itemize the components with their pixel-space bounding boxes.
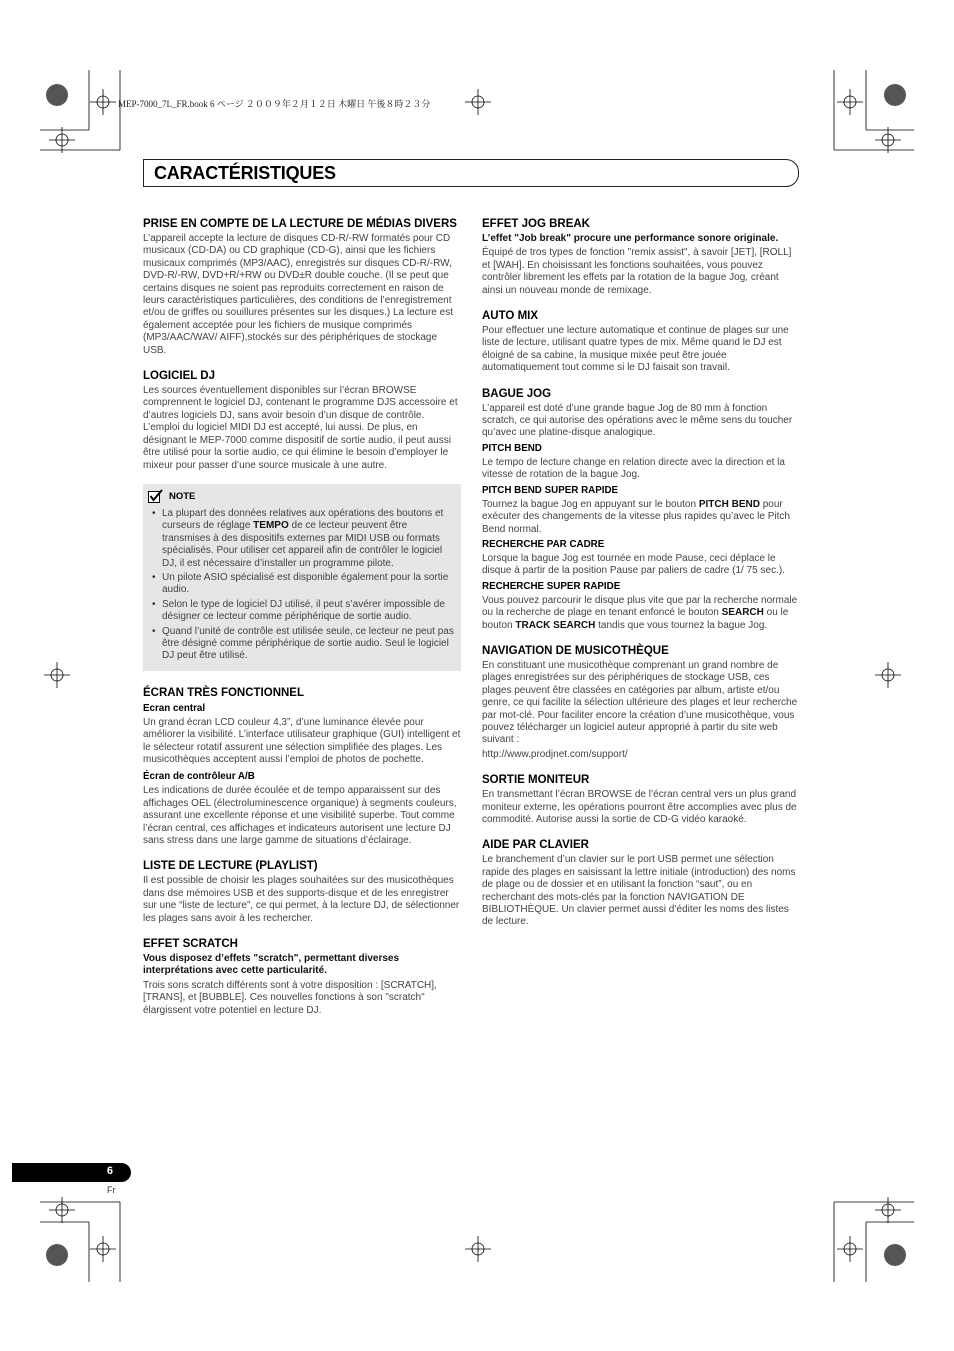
section-body: Vous pouvez parcourir le disque plus vite que par la recherche normale ou la recherche de plage en tenant enfoncé le bouton SEARCH ou le bouton TRACK SEARCH tandis que vous tournez la bague Jog. bbox=[482, 594, 798, 631]
note-label: NOTE bbox=[169, 490, 196, 502]
note-box bbox=[143, 484, 461, 671]
section-heading: BAGUE JOG bbox=[482, 387, 552, 400]
section-body: Équipé de tros types de fonction "remix assist", à savoir [JET], [ROLL] et [WAH]. En choisissant les fonctions souhaitées, vous pouvez contrôler librement les effets par la rotation de la bague Jog, créant ainsi un nouveau monde de remixage. bbox=[482, 247, 792, 296]
section-scratch bbox=[143, 937, 461, 1017]
section-body: Lorsque la bague Jog est tournée en mode Pause, ceci déplace le disque à partir de la position Pause par paliers de cadre (1/ 75 sec.). bbox=[482, 552, 785, 577]
section-body: L’appareil accepte la lecture de disques CD-R/-RW formatés pour CD musicaux (CD-DA) ou CD graphique (CD-G), ainsi que les fichiers musicaux comprimés (MP3/AAC), enregistrés sur disques CD-R/-RW, DVD-R/-RW, DVD+R/+RW ou DVD±R double couche. (Il se peut que certains disques ne soient pas reproduits correctement en raison de leurs caractéristiques particulières, des conditions de l’enregistrement et/ou de griffes ou souillures présentes sur les disques.) La lecture est également acceptée pour les fichiers de musique comprimés (MP3/AAC/WAV/ AIFF),stockés sur des périphériques de stockage USB. bbox=[143, 233, 453, 356]
subheading: PITCH BEND SUPER RAPIDE bbox=[482, 484, 619, 496]
page-number: 6 bbox=[106, 1165, 113, 1177]
section-body: L’appareil est doté d’une grande bague Jog de 80 mm à fonction scratch, ce qui autorise des opérations avec le même sens du toucher qu’avec une platine-disque analogique. bbox=[482, 402, 793, 439]
subheading: Ecran central bbox=[143, 702, 206, 714]
note-item: • Un pilote ASIO spécialisé est disponible également pour la sortie audio. bbox=[162, 572, 456, 597]
section-logiciel-dj bbox=[143, 369, 461, 472]
section-heading: ÉCRAN TRÈS FONCTIONNEL bbox=[143, 686, 304, 699]
section-body: Trois sons scratch différents sont à votre disposition : [SCRATCH], [TRANS], et [BUBBLE]. Ces nouvelles fonctions à son "scratch" élargissent votre potentiel en lecture DJ. bbox=[143, 979, 437, 1016]
section-playlist bbox=[143, 859, 461, 925]
section-heading: EFFET SCRATCH bbox=[143, 938, 238, 951]
support-url: http://www.prodjnet.com/support/ bbox=[482, 748, 628, 760]
section-heading: PRISE EN COMPTE DE LA LECTURE DE MÉDIAS DIVERS bbox=[143, 218, 457, 230]
section-lead: Vous disposez d’effets "scratch", permettant diverses interprétations avec cette particularité. bbox=[143, 953, 400, 977]
section-auto-mix bbox=[482, 309, 798, 375]
page-number-tab bbox=[12, 1163, 131, 1182]
section-body: Les indications de durée écoulée et de tempo apparaissent sur des affichages OEL (électroluminescence organique) à segments couleurs, assurant une excellente réponse et une visibilité superbe. Tout comme l’écran central, ces affichages et indicateurs autorisent une lecture DJ sans stress dans une large gamme de situations d’éclairage. bbox=[143, 785, 457, 847]
right-column bbox=[482, 217, 798, 941]
section-heading: AUTO MIX bbox=[482, 310, 539, 323]
note-item: • Quand l’unité de contrôle est utilisée seule, ce lecteur ne peut pas être désigné comme périphérique de sortie audio. Seul le logiciel DJ peut être utilisé. bbox=[162, 626, 456, 663]
section-sortie-moniteur bbox=[482, 773, 798, 826]
section-jog-break bbox=[482, 217, 798, 297]
section-body: Le branchement d’un clavier sur le port USB permet une sélection rapide des plages en saisissant la lettre initiale (introduction) des noms de plage ou de dossier et en utilisant la fonction “saut”, ou en recherchant des mots-clés par la fonction NAVIGATION DE BIBLIOTHÈQUE. Un clavier permet aussi d’éditer les noms des listes de lecture. bbox=[482, 854, 796, 928]
section-body: En transmettant l’écran BROWSE de l’écran central vers un plus grand moniteur externe, les opérations pourront être accomplies avec plus de commodité. Autorise aussi la sortie de CD-G vidéo karaoké. bbox=[482, 789, 797, 825]
section-heading: NAVIGATION DE MUSICOTHÈQUE bbox=[482, 644, 669, 657]
print-file-info: MEP-7000_7L_FR.book 6 ページ ２００９年２月１２日 木曜日 午後８時２３分 bbox=[118, 99, 431, 109]
note-item: • Selon le type de logiciel DJ utilisé, il peut s’avérer impossible de désigner ce lecteur comme périphérique de sortie audio. bbox=[162, 599, 456, 624]
section-body: Un grand écran LCD couleur 4,3”, d’une luminance élevée pour améliorer la visibilité. L’interface utilisateur graphique (GUI) intelligent et le sélecteur rotatif assurent une sélection simplifiée des plages. Les musicothèques acceptent aussi l’emploi de photos de pochette. bbox=[143, 716, 461, 765]
page-title: CARACTÉRISTIQUES bbox=[154, 163, 336, 183]
subheading: RECHERCHE SUPER RAPIDE bbox=[482, 580, 621, 592]
language-label: Fr bbox=[107, 1185, 116, 1195]
section-heading: SORTIE MONITEUR bbox=[482, 774, 590, 787]
left-column bbox=[143, 217, 461, 1029]
section-heading: EFFET JOG BREAK bbox=[482, 218, 590, 230]
section-heading: LOGICIEL DJ bbox=[143, 370, 215, 383]
subheading: RECHERCHE PAR CADRE bbox=[482, 538, 605, 550]
section-body: En constituant une musicothèque comprenant un grand nombre de plages enregistrées sur des périphériques de stockage USB, ces plages peuvent être classées en catégories par album, artiste et/ou genre, ce qui facilite la sélection ultérieure des plages et leur recherche par mot-clé. Pour faciliter encore la création d’une musicothèque, vous pouvez télécharger un logiciel auteur approprié à partir du site web suivant : bbox=[482, 659, 798, 746]
section-heading: AIDE PAR CLAVIER bbox=[482, 839, 589, 852]
section-bague-jog bbox=[482, 387, 798, 632]
section-heading: LISTE DE LECTURE (PLAYLIST) bbox=[143, 860, 318, 873]
subheading: Écran de contrôleur A/B bbox=[143, 771, 255, 783]
section-body: Pour effectuer une lecture automatique et continue de plages sur une liste de lecture, utilisant quatre types de mix. Même quand le DJ est éloigné de sa cabine, la musique mixée peut être jouée automatiquement tout comme si le DJ faisait son travail. bbox=[482, 325, 789, 374]
section-body: Le tempo de lecture change en relation directe avec la direction et la vitesse de rotation de la bague Jog. bbox=[482, 456, 785, 481]
section-ecran bbox=[143, 686, 461, 848]
note-item: • La plupart des données relatives aux opérations des boutons et curseurs de réglage TEMPO de ce lecteur peuvent être transmises à des dispositifs externes par MIDI USB ou formats spécialisés. Pour utiliser cet appareil afin de contrôler le logiciel DJ, il est nécessaire d’installer un programme pilote. bbox=[162, 508, 456, 570]
section-navigation bbox=[482, 644, 798, 761]
page-title-banner bbox=[143, 159, 799, 187]
section-body: Tournez la bague Jog en appuyant sur le bouton PITCH BEND pour exécuter des changements de la vitesse plus rapides qu’avec le Pitch Bend normal. bbox=[482, 498, 790, 535]
section-lead: L’effet "Job break" procure une performance sonore originale. bbox=[482, 233, 779, 244]
section-body: Il est possible de choisir les plages souhaitées sur des musicothèques dans dse mémoires USB et des supports-disque et de les enregistrer sur une “liste de lecture”, ce qui permet, à la lecture DJ, de sélectionner les plages sans avoir à les rechercher. bbox=[143, 875, 460, 924]
section-media bbox=[143, 217, 461, 357]
section-aide-clavier bbox=[482, 838, 798, 928]
section-body: Les sources éventuellement disponibles sur l’écran BROWSE comprennent le logiciel DJ, contenant le programme DJS accessoire et d’autres logiciels DJ, sans avoir besoin d’un disque de contrôle. L’emploi du logiciel MIDI DJ est accepté, lui aussi. De plus, en désignant le MEP-7000 comme dispositif de sortie audio, il peut aussi être utilisé pour la sortie audio, ce qui élimine le besoin d’employer le mixeur pour passer d’une source musicale à une autre. bbox=[143, 385, 458, 471]
checkmark-icon bbox=[148, 489, 163, 504]
subheading: PITCH BEND bbox=[482, 442, 542, 454]
